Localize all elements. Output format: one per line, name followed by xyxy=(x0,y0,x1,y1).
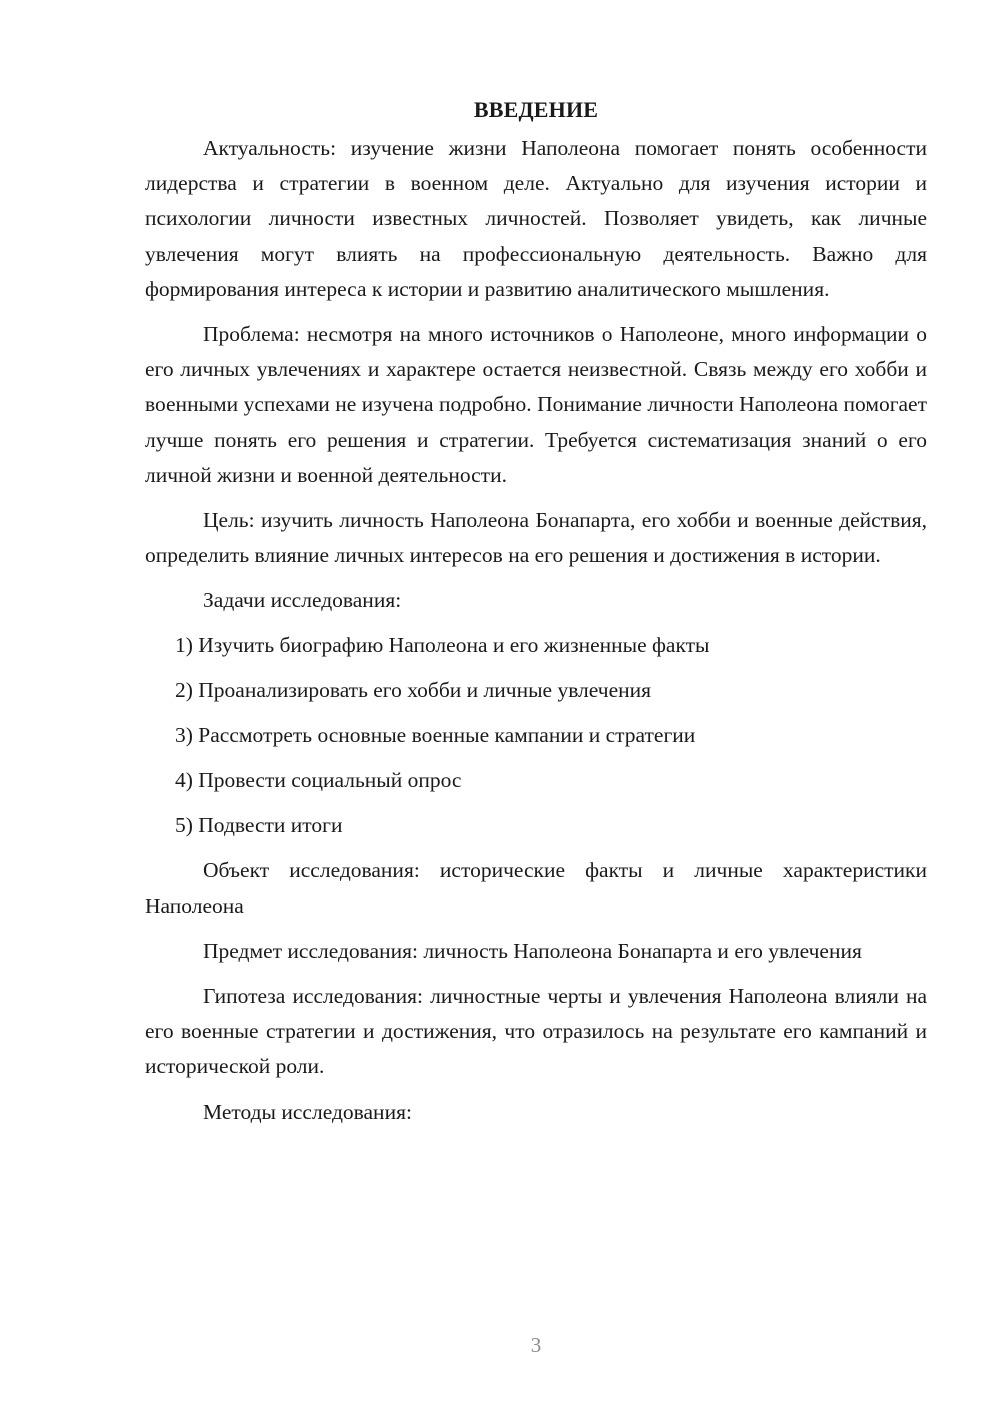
object-paragraph: Объект исследования: исторические факты и личные характеристики Наполеона xyxy=(145,858,927,918)
problem-paragraph: Проблема: несмотря на много источников о Наполеоне, много информации о его личных увлечениях и характере остается неизвестной. Связь между его хобби и военными успехами не изучена подробно. Понимание личности Наполеона помогает лучше понять его решения и стратегии. Требуется систематизация знаний о его личной жизни и военной деятельности. xyxy=(145,322,927,487)
section-title: ВВЕДЕНИЕ xyxy=(473,97,599,122)
methods-heading: Методы исследования: xyxy=(203,1099,412,1124)
document-page xyxy=(145,92,927,1140)
tasks-heading: Задачи исследования: xyxy=(203,588,402,613)
subject-paragraph: Предмет исследования: личность Наполеона Бонапарта и его увлечения xyxy=(203,938,862,963)
goal-paragraph: Цель: изучить личность Наполеона Бонапарта, его хобби и военные действия, определить влияние личных интересов на его решения и достижения в истории. xyxy=(145,508,927,568)
tasks-list xyxy=(145,628,927,843)
relevance-paragraph: Актуальность: изучение жизни Наполеона помогает понять особенности лидерства и стратегии в военном деле. Актуально для изучения истории и психологии личности известных личностей. Позволяет увидеть, как личные увлечения могут влиять на профессиональную деятельность. Важно для формирования интереса к истории и развитию аналитического мышления. xyxy=(145,136,927,301)
task-item: 1) Изучить биографию Наполеона и его жизненные факты xyxy=(175,633,710,658)
page-number: 3 xyxy=(530,1333,542,1357)
task-item: 2) Проанализировать его хобби и личные увлечения xyxy=(175,678,652,703)
task-item: 4) Провести социальный опрос xyxy=(175,768,462,793)
hypothesis-paragraph: Гипотеза исследования: личностные черты и увлечения Наполеона влияли на его военные стратегии и достижения, что отразилось на результате его кампаний и исторической роли. xyxy=(145,984,927,1079)
task-item: 5) Подвести итоги xyxy=(175,813,343,838)
task-item: 3) Рассмотреть основные военные кампании и стратегии xyxy=(175,723,696,748)
